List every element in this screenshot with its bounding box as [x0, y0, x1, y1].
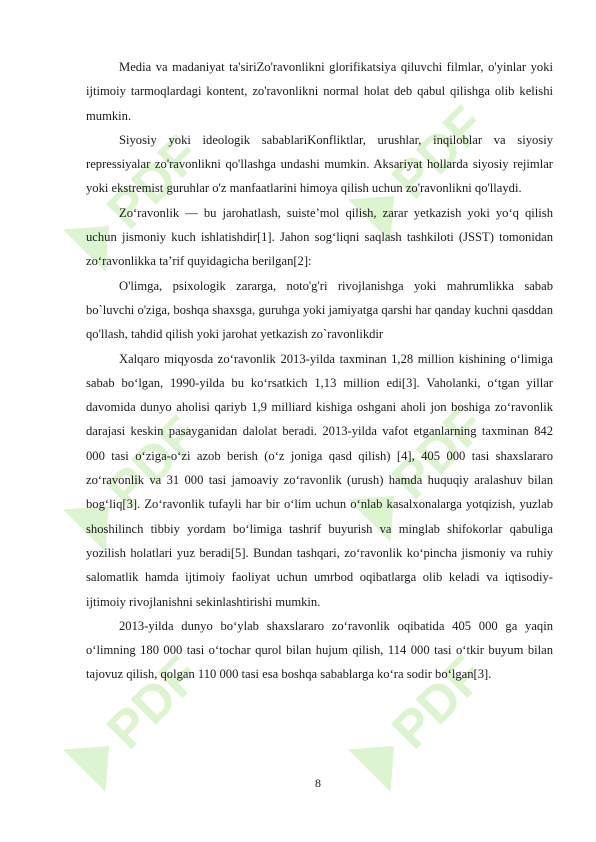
svg-text:PDF: PDF: [96, 645, 211, 761]
svg-text:PDF: PDF: [96, 125, 211, 241]
paragraph: Media va madaniyat ta'siriZo'ravonlikni glorifikatsiya qiluvchi filmlar, o'yinlar yoki ijtimoiy tarmoqlardagi kontent, zo'ravonlikni normal holat deb qabul qilishga olib kelishi mumkin.: [86, 60, 553, 123]
paragraph: Zo‘ravonlik — bu jarohatlash, suiste’mol qilish, zarar yetkazish yoki yo‘q qilish uchun jismoniy kuch ishlatishdir[1]. Jahon sog‘liqni saqlash tashkiloti (JSST) tomonidan zo‘ravonlikka ta’rif quyidagicha berilgan[2]:: [86, 205, 553, 269]
paragraph: 2013-yilda dunyo bo‘ylab shaxslararo zo‘ravonlik oqibatida 405 000 ga yaqin o‘limning 180 000 tasi o‘tochar qurol bilan hujum qilish, 114 000 tasi o‘tkir buyum bilan tajovuz qilish, qolgan 110 000 tasi esa boshqa sabablarga ko‘ra sodir bo‘lgan[3].: [86, 618, 553, 682]
paragraph: Xalqaro miqyosda zo‘ravonlik 2013-yilda taxminan 1,28 million kishining o‘limiga sabab bo‘lgan, 1990-yilda bu ko‘rsatkich 1,13 million edi[3]. Vaholanki, o‘tgan yillar davomida dunyo aholisi qariyb 1,9 milliard kishiga oshgani aholi jon boshiga zo‘ravonlik darajasi keskin pasayganidan dalolat beradi. 2013-yilda vafot etganlarning taxminan 842 000 tasi o‘ziga-o‘zi azob berish (o‘z joniga qasd qilish) [4], 405 000 tasi shaxslararo zo‘ravonlik va 31 000 tasi jamoaviy zo‘ravonlik (urush) hamda huquqiy aralashuv bilan bog‘liq[3]. Zo‘ravonlik tufayli har bir o‘lim uchun o‘nlab kasalxonalarga yotqizish, yuzlab shoshilinch tibbiy yordam bo‘limiga tashrif buyurish va minglab shifokorlar qabuliga yozilish holatlari yuz beradi[5]. Bundan tashqari, zo‘ravonlik ko‘pincha jismoniy va ruhiy salomatlik hamda ijtimoiy faoliyat uchun umrbod oqibatlarga olib keladi va iqtisodiy-ijtimoiy rivojlanishni sekinlashtirishi mumkin.: [86, 351, 553, 609]
svg-text:PDF: PDF: [96, 405, 211, 521]
page-number: 8: [315, 776, 321, 790]
svg-text:PDF: PDF: [381, 645, 496, 761]
paragraph: Siyosiy yoki ideologik sabablariKonfliktlar, urushlar, inqiloblar va siyosiy repressiyalar zo'ravonlikni qo'llashga undashi mumkin. Aksariyat hollarda siyosiy rejimlar yoki ekstremist guruhlar o'z manfaatlarini himoya qilish uchun zo'ravonlikni qo'llaydi.: [86, 132, 553, 196]
body-text: [86, 55, 553, 687]
paragraph: O'limga, psixologik zararga, noto'g'ri rivojlanishga yoki mahrumlikka sabab bo`luvchi o'ziga, boshqa shaxsga, guruhga yoki jamiyatga qarshi har qanday kuchni qasddan qo'llash, tahdid qilish yoki jarohat yetkazish zo`ravonlikdir: [86, 278, 553, 342]
svg-text:PDF: PDF: [381, 95, 496, 211]
svg-text:PDF: PDF: [381, 395, 496, 511]
